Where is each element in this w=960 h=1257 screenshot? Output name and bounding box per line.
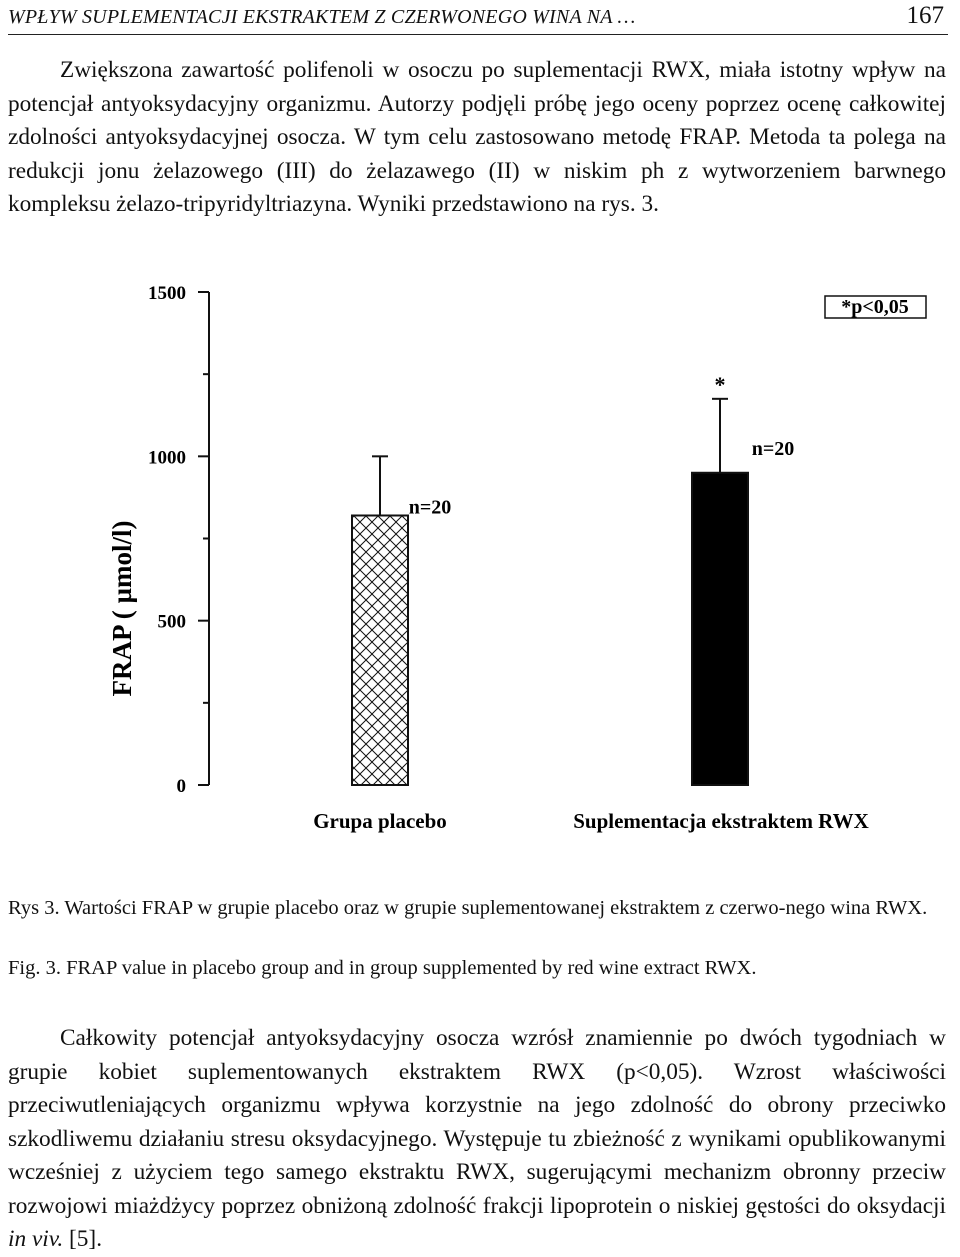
y-tick-label: 1500 — [148, 283, 186, 304]
page-header — [8, 0, 948, 35]
closing-paragraph-italic: in viv. — [8, 1226, 64, 1252]
y-tick-label: 500 — [157, 611, 186, 633]
closing-paragraph-end: [5]. — [63, 1226, 103, 1252]
x-category-label: Suplementacja ekstraktem RWX — [573, 809, 869, 833]
y-axis-title: FRAP ( µmol/l) — [107, 520, 137, 697]
page-number: 167 — [906, 2, 944, 29]
n-label: n=20 — [751, 437, 795, 460]
closing-paragraph — [8, 1022, 946, 1257]
intro-paragraph-text: Zwiększona zawartość polifenoli w osoczu po suplementacji RWX, miała istotny wpływ na potencjał antyoksydacyjny organizmu. Autorzy podjęli próbę jego oceny poprzez ocenę całkowitej zdolności antyoksydacyjnej osocza. W tym celu zastosowano metodę FRAP. Metoda ta polega na redukcji jonu żelazowego (III) do żelazawego (II) w niskim ph z wytworzeniem barwnego kompleksu żelazo-tripyridyltriazyna. Wyniki przedstawiono na rys. 3. — [8, 57, 946, 217]
figure-caption-polish: Rys 3. Wartości FRAP w grupie placebo oraz w grupie suplementowanej ekstraktem z czerwo-nego wina RWX. — [8, 897, 928, 919]
y-tick-label: 0 — [176, 776, 186, 797]
frap-bar-chart — [0, 270, 960, 860]
running-title: WPŁYW SUPLEMENTACJI EKSTRAKTEM Z CZERWONEGO WINA NA … — [8, 6, 636, 28]
intro-paragraph — [8, 54, 946, 222]
x-category-label: Grupa placebo — [313, 809, 447, 833]
closing-paragraph-text: Całkowity potencjał antyoksydacyjny osocza wzrósł znamiennie po dwóch tygodniach w grupie kobiet suplementowanych ekstraktem RWX (p<0,05). Wzrost właściwości przeciwutleniających organizmu wpływa korzystnie na jego zdolność do obrony przeciwko szkodliwemu działaniu stresu oksydacyjnego. Występuje tu zbieżność z wynikami opublikowanymi wcześniej z użyciem tego samego ekstraktu RWX, sugerującymi mechanizm obronny przeciw rozwojowi miażdżycy poprzez obniżoną zdolność frakcji lipoprotein o niskiej gęstości do oksydacji — [8, 1025, 946, 1219]
legend-note: *p<0,05 — [841, 296, 909, 318]
y-tick-label: 1000 — [148, 447, 186, 469]
figure-caption-english: Fig. 3. FRAP value in placebo group and in group supplemented by red wine extract RWX. — [8, 957, 757, 979]
significance-marker: * — [714, 371, 726, 397]
bar — [692, 473, 748, 785]
bar — [352, 515, 408, 785]
n-label: n=20 — [408, 496, 452, 519]
